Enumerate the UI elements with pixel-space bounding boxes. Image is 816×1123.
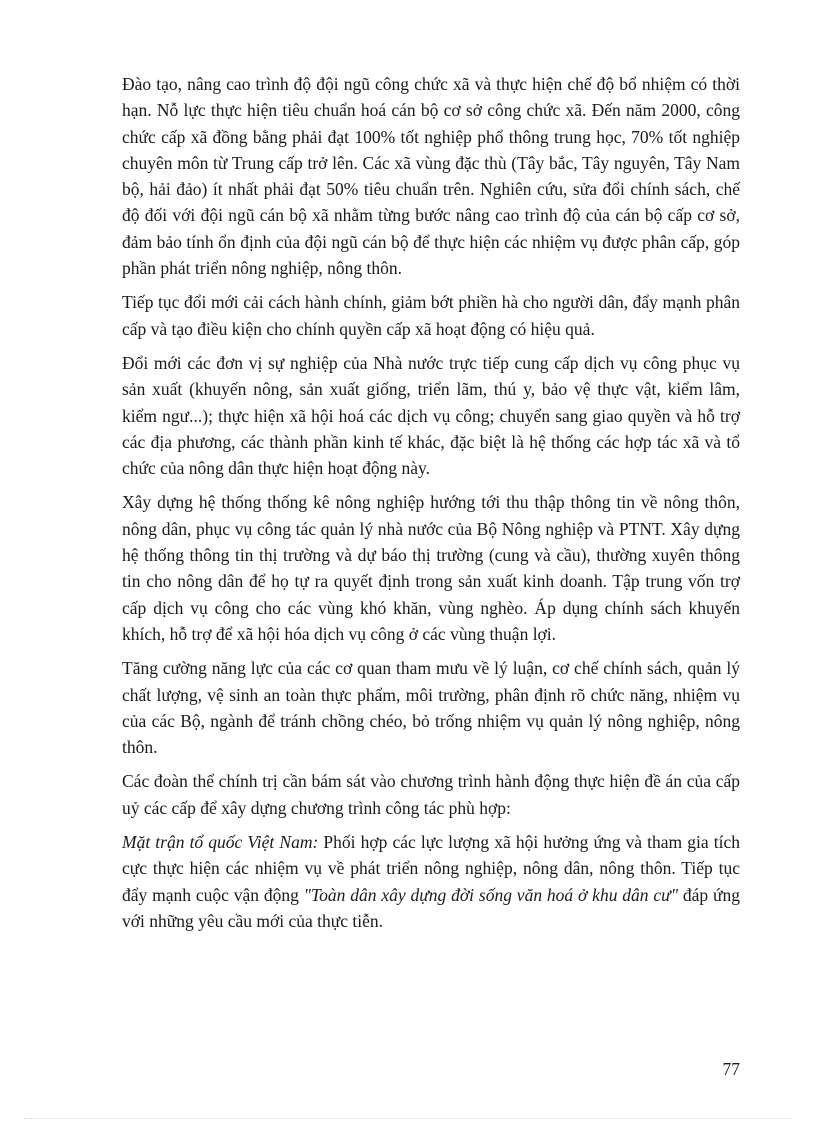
- paragraph-agricultural-statistics: Xây dựng hệ thống thống kê nông nghiệp hướng tới thu thập thông tin về nông thôn, nông dân, phục vụ công tác quản lý nhà nước của Bộ Nông nghiệp và PTNT. Xây dựng hệ thống thông tin thị trường và dự báo thị trường (cung và cầu), thường xuyên thông tin cho nông dân để họ tự ra quyết định trong sản xuất kinh doanh. Tập trung vốn trợ cấp dịch vụ công cho các vùng khó khăn, vùng nghèo. Áp dụng chính sách khuyến khích, hỗ trợ để xã hội hóa dịch vụ công ở các vùng thuận lợi.: [122, 492, 740, 644]
- paragraph-fatherland-front: [122, 829, 740, 934]
- paragraph-civil-servant-training: Đào tạo, nâng cao trình độ đội ngũ công chức xã và thực hiện chế độ bổ nhiệm có thời hạn. Nỗ lực thực hiện tiêu chuẩn hoá cán bộ cơ sở công chức xã. Đến năm 2000, công chức cấp xã đồng bằng phải đạt 100% tốt nghiệp phổ thông trung học, 70% tốt nghiệp chuyên môn từ Trung cấp trở lên. Các xã vùng đặc thù (Tây bắc, Tây nguyên, Tây Nam bộ, hải đảo) ít nhất phải đạt 50% tiêu chuẩn trên. Nghiên cứu, sửa đổi chính sách, chế độ đối với đội ngũ cán bộ xã nhằm từng bước nâng cao trình độ của cán bộ cấp cơ sở, đảm bảo tính ổn định của đội ngũ cán bộ để thực hiện các nhiệm vụ được phân cấp, góp phần phát triển nông nghiệp, nông thôn.: [122, 74, 740, 279]
- page-bottom-divider: [24, 1118, 792, 1119]
- campaign-quote: "Toàn dân xây dựng đời sống văn hoá ở khu dân cư": [303, 884, 679, 905]
- page-number: 77: [722, 1059, 740, 1079]
- fatherland-front-text-1: Phối hợp các lực lượng xã hội hưởng ứng và tham gia tích cực thực hiện các nhiệm vụ về phát triển nông nghiệp, nông dân, nông thôn. Tiếp tục đẩy mạnh cuộc vận động: [122, 832, 741, 905]
- fatherland-front-text-2: đáp ứng với những yêu cầu mới của thực tiễn.: [122, 884, 740, 931]
- fatherland-front-heading: Mặt trận tổ quốc Việt Nam:: [122, 832, 319, 853]
- paragraph-administrative-reform: Tiếp tục đổi mới cải cách hành chính, giảm bớt phiền hà cho người dân, đẩy mạnh phân cấp và tạo điều kiện cho chính quyền cấp xã hoạt động có hiệu quả.: [122, 292, 740, 339]
- paragraph-advisory-capacity: Tăng cường năng lực của các cơ quan tham mưu về lý luận, cơ chế chính sách, quản lý chất lượng, vệ sinh an toàn thực phẩm, môi trường, phân định rõ chức năng, nhiệm vụ của các Bộ, ngành để tránh chồng chéo, bỏ trống nhiệm vụ quản lý nông nghiệp, nông thôn.: [122, 658, 740, 758]
- paragraph-public-service-units: Đổi mới các đơn vị sự nghiệp của Nhà nước trực tiếp cung cấp dịch vụ công phục vụ sản xuất (khuyến nông, sản xuất giống, triển lãm, thú y, bảo vệ thực vật, kiểm lâm, kiểm ngư...); thực hiện xã hội hoá các dịch vụ công; chuyển sang giao quyền và hỗ trợ các địa phương, các thành phần kinh tế khác, đặc biệt là hệ thống các hợp tác xã và tổ chức của nông dân thực hiện hoạt động này.: [122, 352, 740, 479]
- page-body: [122, 71, 740, 934]
- paragraph-political-organizations: Các đoàn thể chính trị cần bám sát vào chương trình hành động thực hiện đề án của cấp uỷ các cấp để xây dựng chương trình công tác phù hợp:: [122, 771, 740, 818]
